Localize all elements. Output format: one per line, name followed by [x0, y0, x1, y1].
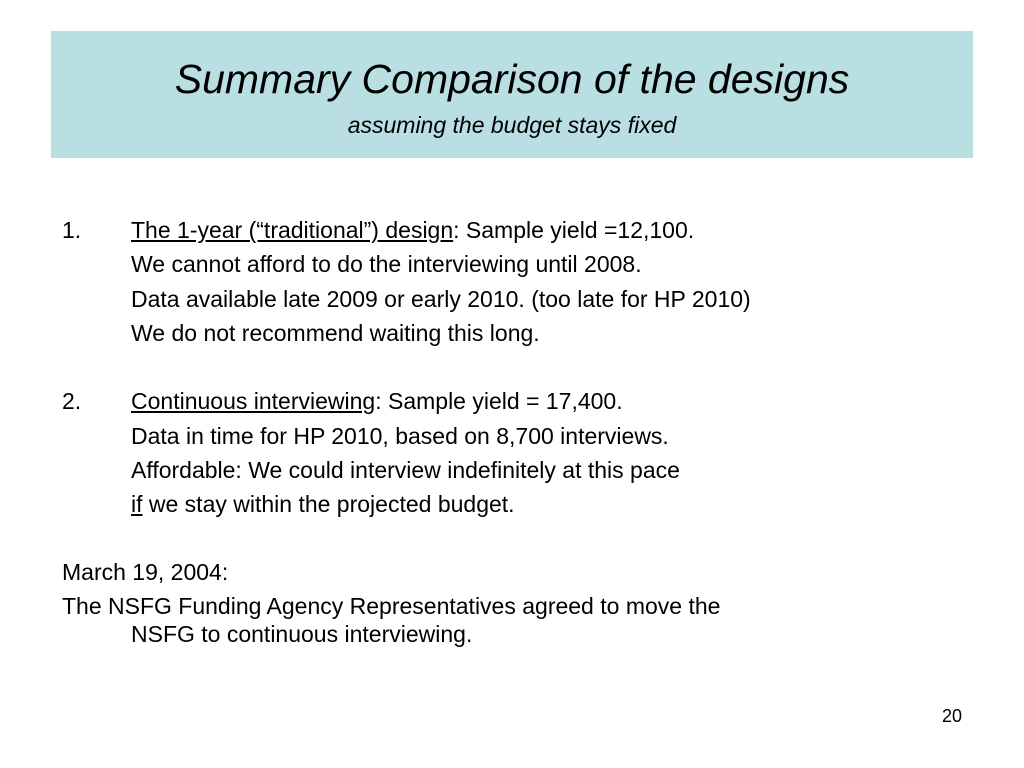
title-banner	[51, 31, 973, 158]
item-1-heading: The 1-year (“traditional”) design	[131, 217, 454, 243]
item-2-heading: Continuous interviewing	[131, 388, 376, 414]
item-2-if-word: if	[131, 491, 143, 517]
item-1-heading-line	[131, 215, 694, 245]
slide-subtitle: assuming the budget stays fixed	[347, 112, 677, 138]
item-2-number: 2.	[62, 388, 82, 414]
page-number: 20	[941, 706, 962, 726]
slide-title: Summary Comparison of the designs	[174, 56, 850, 102]
item-2-line-3	[131, 489, 515, 519]
item-2-line-2: Affordable: We could interview indefinitely at this pace	[131, 457, 680, 483]
item-2-line-3-rest: we stay within the projected budget.	[142, 491, 515, 517]
item-1-number: 1.	[62, 217, 82, 243]
date-line: March 19, 2004:	[62, 559, 229, 585]
item-2-heading-rest: : Sample yield = 17,400.	[375, 388, 623, 414]
item-2-line-1: Data in time for HP 2010, based on 8,700 interviews.	[131, 423, 669, 449]
item-1-line-2: Data available late 2009 or early 2010. (too late for HP 2010)	[131, 286, 751, 312]
conclusion-line-1: The NSFG Funding Agency Representatives agreed to move the	[62, 593, 721, 619]
item-1-line-1: We cannot afford to do the interviewing until 2008.	[131, 251, 642, 277]
item-1-line-3: We do not recommend waiting this long.	[131, 320, 540, 346]
conclusion-line-2: NSFG to continuous interviewing.	[131, 621, 473, 647]
item-1-heading-rest: : Sample yield =12,100.	[453, 217, 695, 243]
item-2-heading-line	[131, 386, 623, 416]
